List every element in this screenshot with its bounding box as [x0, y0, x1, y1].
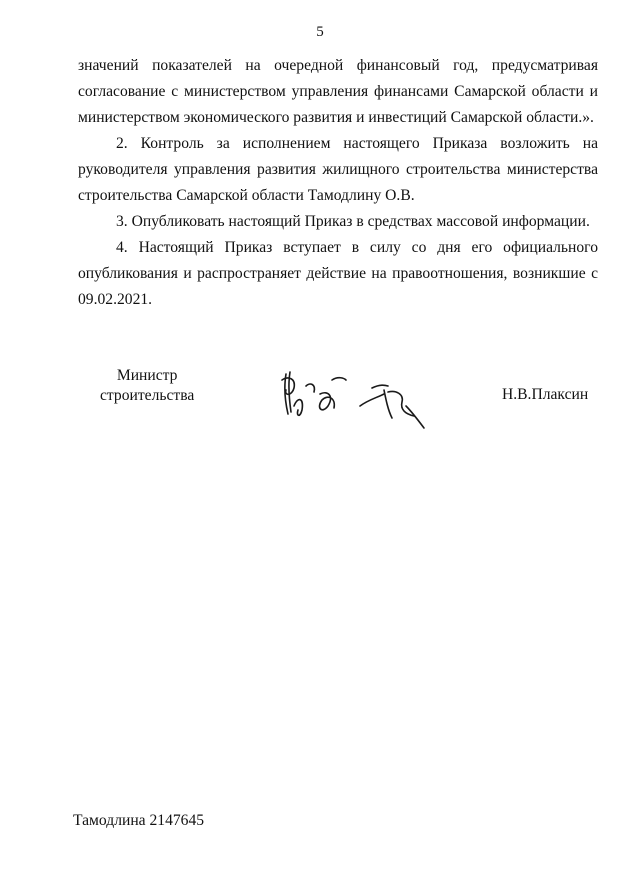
- paragraph-item-4: 4. Настоящий Приказ вступает в силу со дня его официального опубликования и распространяет действие на правоотношения, возникшие с 09.02.2021.: [78, 239, 598, 308]
- executor-contact: Тамодлина 2147645: [73, 812, 205, 829]
- document-body: [78, 53, 598, 313]
- signer-name: Н.В.Плаксин: [502, 386, 589, 403]
- signature-block: [0, 366, 640, 446]
- signer-title-line2: строительства: [100, 387, 195, 404]
- signer-title: [100, 366, 194, 406]
- paragraph-item-3: 3. Опубликовать настоящий Приказ в средствах массовой информации.: [116, 213, 590, 230]
- page-number: 5: [316, 24, 324, 40]
- signer-title-line1: Министр: [116, 367, 178, 384]
- paragraph-continuation: значений показателей на очередной финансовый год, предусматривая согласование с министерством управления финансами Самарской области и министерством экономического развития и инвестиций Самарской области.».: [78, 57, 598, 126]
- handwritten-signature: [276, 366, 446, 436]
- paragraph-item-2: 2. Контроль за исполнением настоящего Приказа возложить на руководителя управления развития жилищного строительства министерства строительства Самарской области Тамодлину О.В.: [78, 135, 598, 204]
